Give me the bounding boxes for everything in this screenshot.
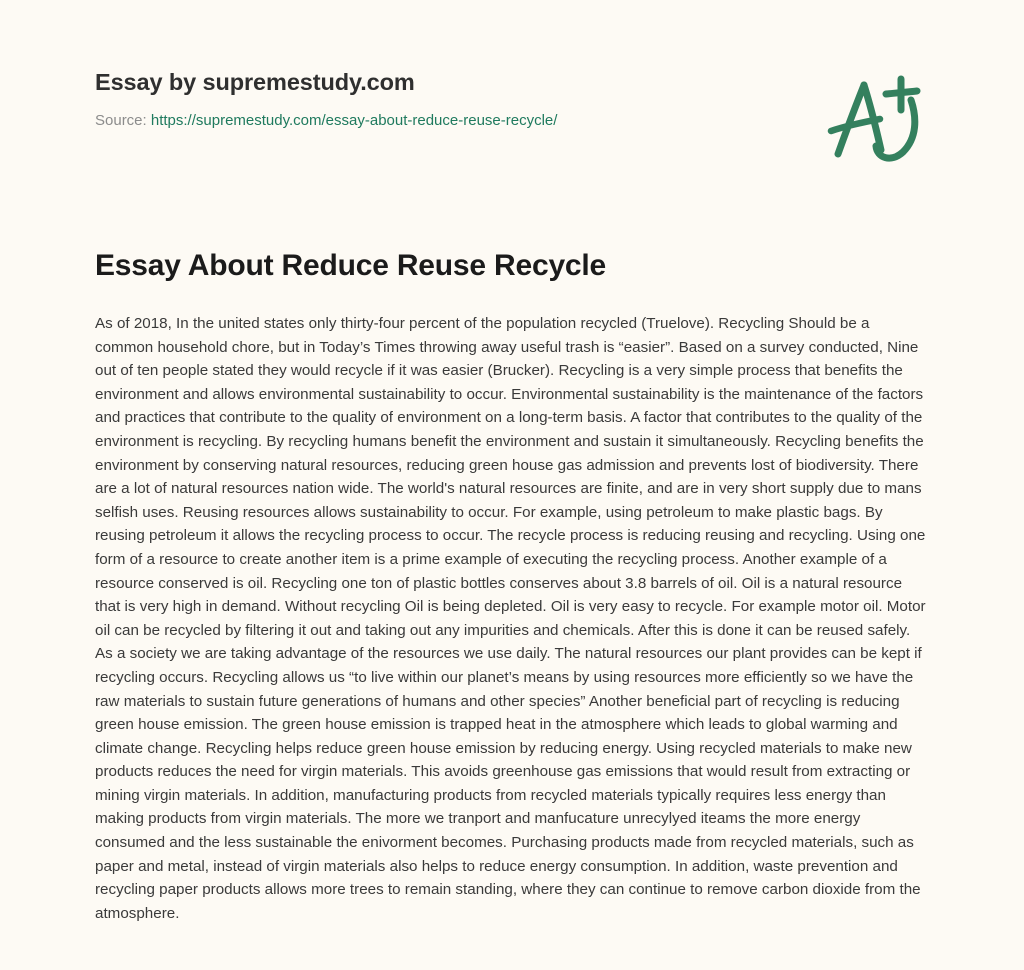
page-title: Essay About Reduce Reuse Recycle [95,249,607,282]
page-header [95,68,930,131]
essay-body [95,312,931,925]
site-heading: Essay by supremestudy.com [95,69,415,95]
essay-paragraph: As of 2018, In the united states only thirty-four percent of the population recycled (Truelove). Recycling Should be a common household chore, but in Today’s Times throwing away useful trash is “easier”. Based on a survey conducted, Nine out of ten people stated they would recycle if it was easier (Brucker). Recycling is a very simple process that benefits the environment and allows environmental sustainability to occur. Environmental sustainability is the maintenance of the factors and practices that contribute to the quality of environment on a long-term basis. A factor that contributes to the quality of the environment is recycling. By recycling humans benefit the environment and sustain it simultaneously. Recycling benefits the environment by conserving natural resources, reducing green house gas admission and prevents lost of biodiversity. There are a lot of natural resources nation wide. The world's natural resources are finite, and are in very short supply due to mans selfish uses. Reusing resources allows sustainability to occur. For example, using petroleum to make plastic bags. By reusing petroleum it allows the recycling process to occur. The recycle process is reducing reusing and recycling. Using one form of a resource to create another item is a prime example of executing the recycling process. Another example of a resource conserved is oil. Recycling one ton of plastic bottles conserves about 3.8 barrels of oil. Oil is a natural resource that is very high in demand. Without recycling Oil is being depleted. Oil is very easy to recycle. For example motor oil. Motor oil can be recycled by filtering it out and taking out any impurities and chemicals. After this is done it can be reused safely. As a society we are taking advantage of the resources we use daily. The natural resources our plant provides can be kept if recycling occurs. Recycling allows us “to live within our planet’s means by using resources more efficiently so we have the raw materials to sustain future generations of humans and other species” Another beneficial part of recycling is reducing green house emission. The green house emission is trapped heat in the atmosphere which leads to global warming and climate change. Recycling helps reduce green house emission by reducing energy. Using recycled materials to make new products reduces the need for virgin materials. This avoids greenhouse gas emissions that would result from extracting or mining virgin materials. In addition, manufacturing products from recycled materials typically requires less energy than making products from virgin materials. The more we tranport and manfucature unrecylyed iteams the more energy consumed and the less sustainable the enivorment becomes. Purchasing products made from recycled materials, such as paper and metal, instead of virgin materials also helps to reduce energy consumption. In addition, waste prevention and recycling paper products allows more trees to remain standing, where they can continue to remove carbon dioxide from the atmosphere. [95,315,926,922]
source-label: Source: [95,112,147,130]
a-plus-logo-icon [818,66,934,172]
source-line [95,111,930,131]
source-url-link[interactable]: https://supremestudy.com/essay-about-reduce-reuse-recycle/ [150,112,558,130]
